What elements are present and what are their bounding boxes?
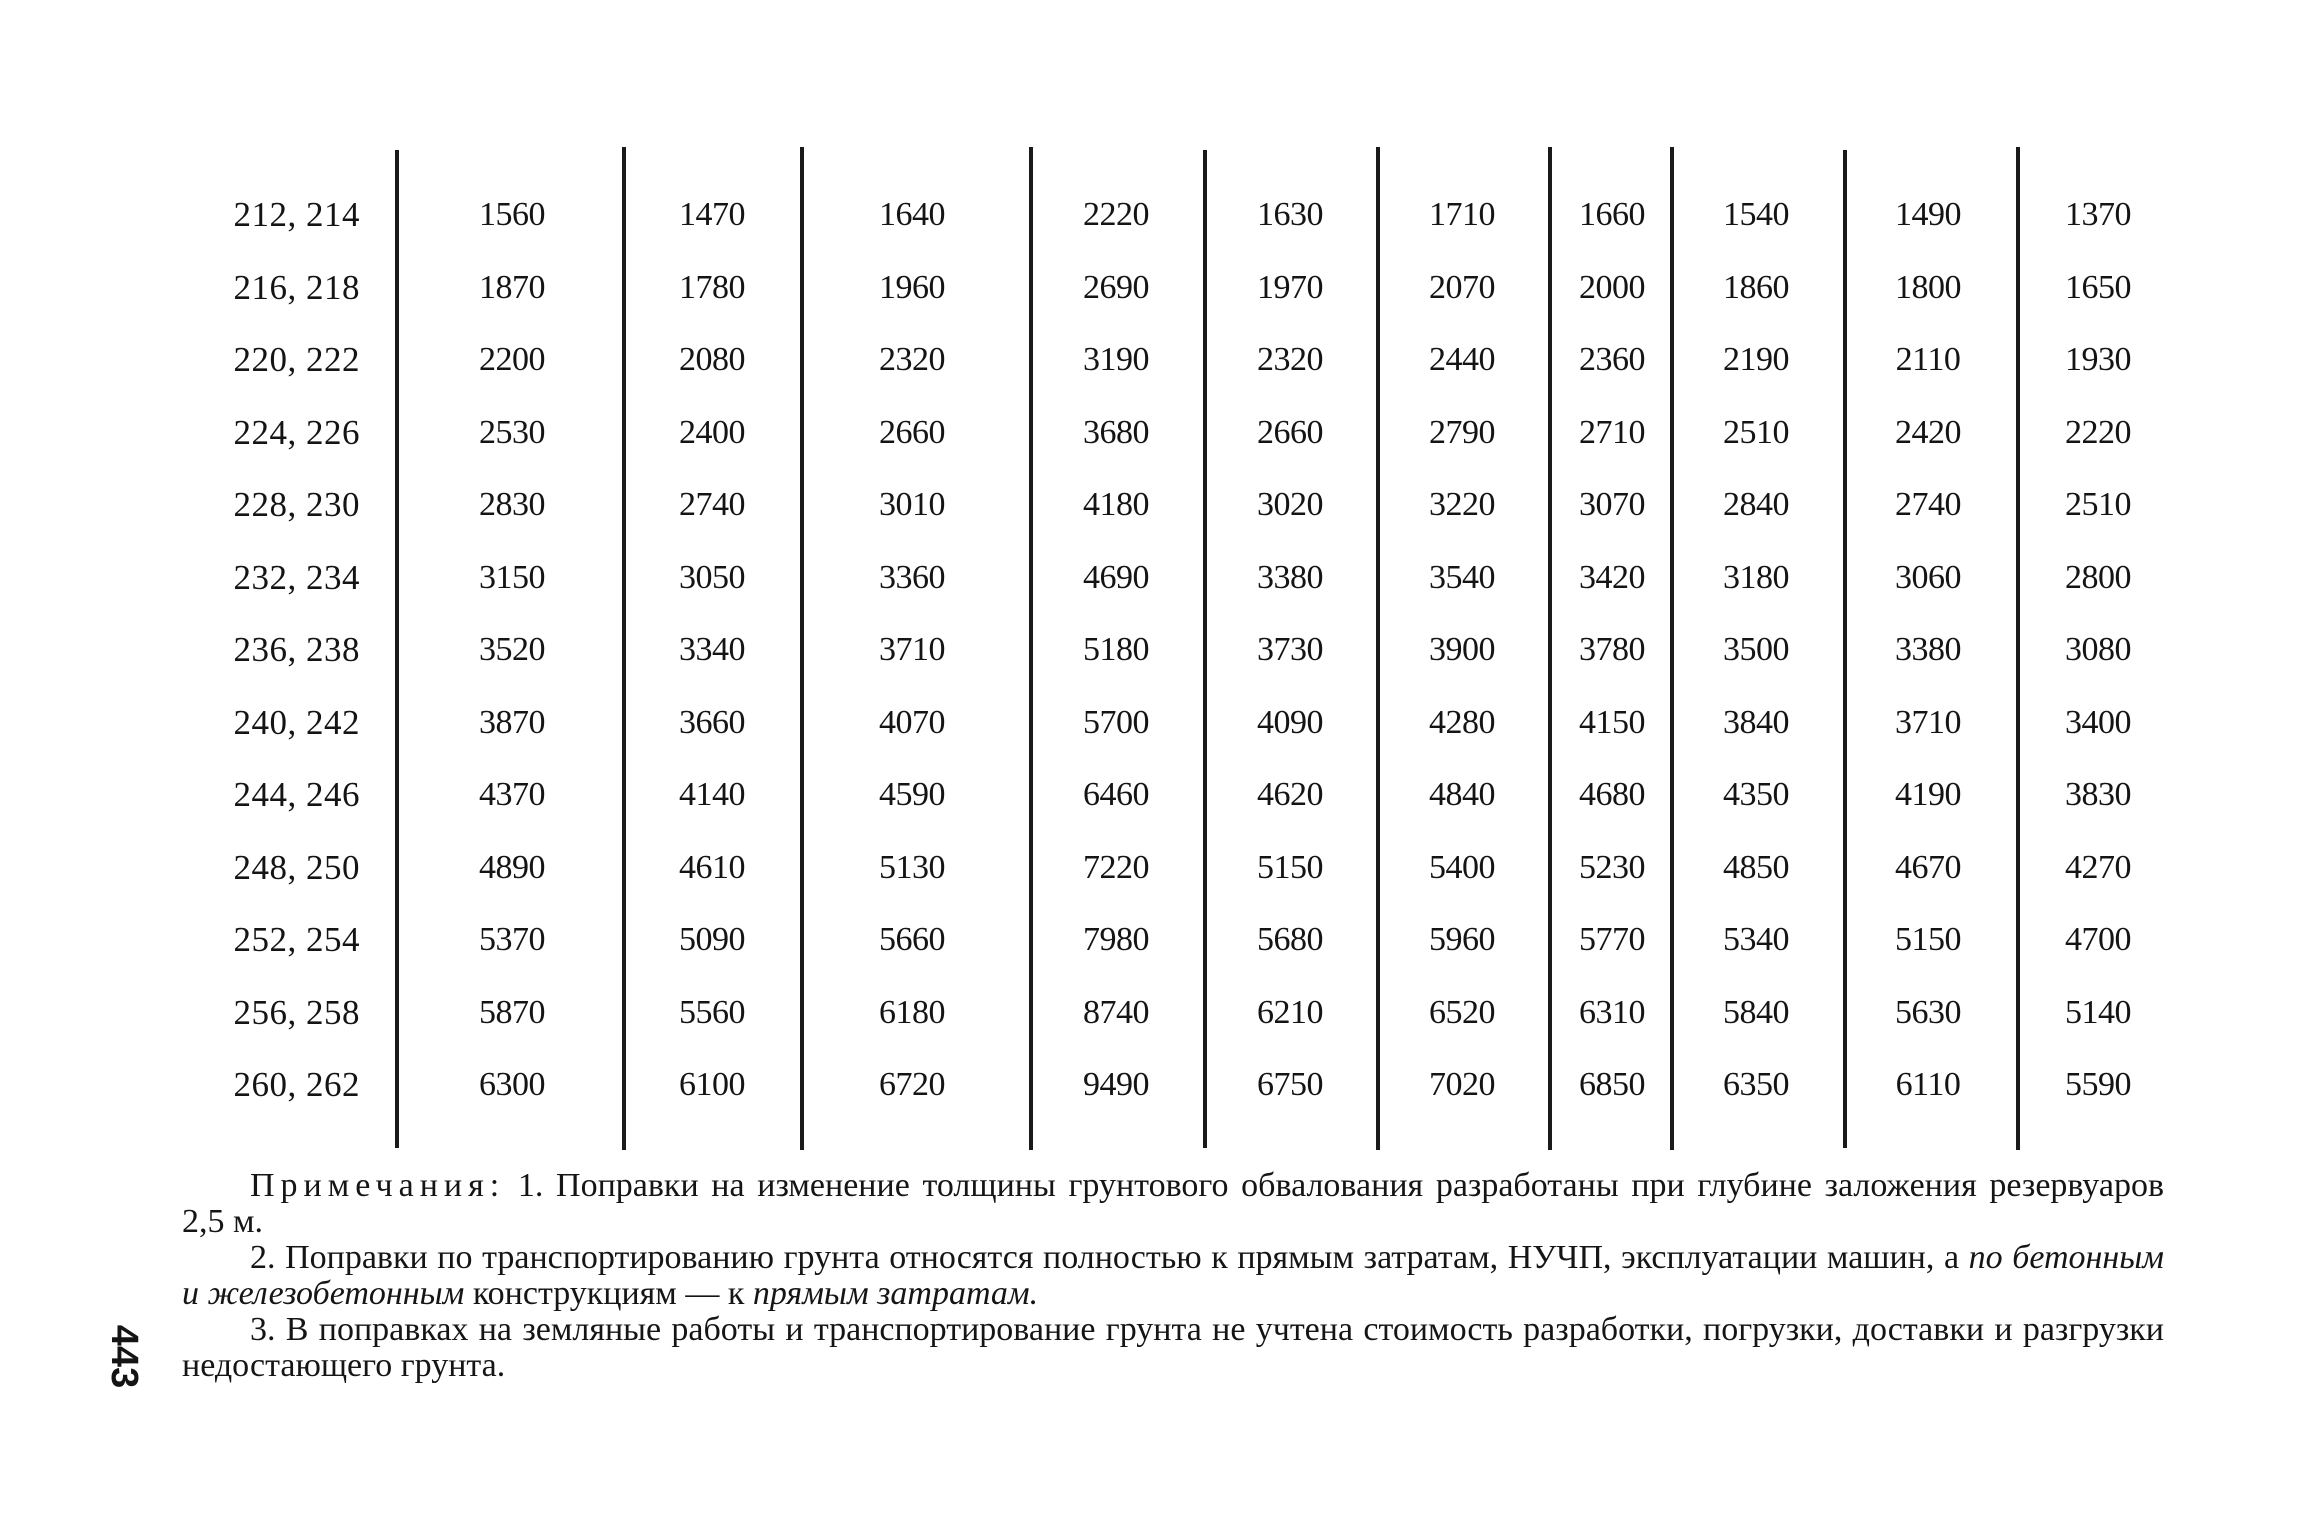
table-cell: 4700 — [2065, 921, 2131, 958]
table-cell: 2830 — [479, 486, 545, 523]
table-cell: 1800 — [1895, 268, 1961, 306]
notes-section — [182, 1168, 2164, 1384]
table-cell: 1470 — [679, 196, 745, 233]
table-cell: 5150 — [1257, 848, 1323, 886]
column-rule — [1376, 147, 1380, 1150]
table-cell: 3840 — [1723, 703, 1789, 741]
table-cell: 3520 — [479, 631, 545, 668]
table-cell: 1710 — [1429, 196, 1495, 233]
row-label: 212, 214 — [233, 195, 360, 234]
table-cell: 2510 — [1723, 413, 1789, 451]
table-cell: 4590 — [879, 776, 945, 813]
column-rule — [1029, 147, 1033, 1150]
table-cell: 5630 — [1895, 993, 1961, 1031]
table-cell: 3380 — [1257, 558, 1323, 596]
table-cell: 6110 — [1895, 1066, 1961, 1103]
table-cell: 1860 — [1723, 268, 1789, 306]
row-label: 252, 254 — [233, 920, 360, 959]
table-cell: 6720 — [879, 1066, 945, 1103]
table-cell: 1870 — [479, 268, 545, 306]
row-label: 256, 258 — [233, 992, 360, 1032]
table-cell: 4180 — [1083, 486, 1149, 523]
table-cell: 5680 — [1257, 921, 1323, 958]
table-cell: 5840 — [1723, 993, 1789, 1031]
table-cell: 4280 — [1429, 703, 1495, 741]
table-cell: 1640 — [879, 196, 945, 233]
table-cell: 2690 — [1083, 268, 1149, 306]
table-cell: 3360 — [879, 558, 945, 596]
table-cell: 6210 — [1257, 993, 1323, 1031]
table-cell: 5370 — [479, 921, 545, 958]
table-cell: 5090 — [679, 921, 745, 958]
table-cell: 2400 — [679, 413, 745, 451]
column-rule — [1843, 150, 1847, 1148]
table-cell: 3020 — [1257, 486, 1323, 523]
table-cell: 3400 — [2065, 703, 2131, 741]
table-cell: 2320 — [879, 341, 945, 378]
table-cell: 2190 — [1723, 341, 1789, 378]
table-cell: 1930 — [2065, 341, 2131, 378]
table-cell: 4850 — [1723, 848, 1789, 886]
table-cell: 5700 — [1083, 703, 1149, 741]
row-label: 236, 238 — [233, 630, 360, 669]
table-cell: 2710 — [1579, 413, 1645, 451]
column-rule — [622, 147, 626, 1150]
table-cell: 3730 — [1257, 631, 1323, 668]
note-2 — [182, 1240, 2164, 1312]
table-cell: 5230 — [1579, 848, 1645, 886]
table-cell: 2420 — [1895, 413, 1961, 451]
row-label: 220, 222 — [233, 340, 360, 379]
table-cell: 2200 — [479, 341, 545, 378]
table-cell: 4690 — [1083, 558, 1149, 596]
table-cell: 4070 — [879, 703, 945, 741]
table-cell: 2080 — [679, 341, 745, 378]
table-cell: 2440 — [1429, 341, 1495, 378]
table-cell: 4670 — [1895, 848, 1961, 886]
row-label: 228, 230 — [233, 485, 360, 524]
table-cell: 3900 — [1429, 631, 1495, 668]
table-cell: 4270 — [2065, 848, 2131, 886]
table-cell: 2360 — [1579, 341, 1645, 378]
table-cell: 2220 — [2065, 413, 2131, 451]
table-cell: 3830 — [2065, 776, 2131, 813]
note-1 — [182, 1168, 2164, 1240]
table-cell: 2000 — [1579, 268, 1645, 306]
table-cell: 4890 — [479, 848, 545, 886]
table-cell: 7220 — [1083, 848, 1149, 886]
table-cell: 3540 — [1429, 558, 1495, 596]
table-cell: 4680 — [1579, 776, 1645, 813]
table-cell: 4350 — [1723, 776, 1789, 813]
table-cell: 3420 — [1579, 558, 1645, 596]
table-cell: 5960 — [1429, 921, 1495, 958]
note-3: 3. В поправках на земляные работы и транспортирование грунта не учтена стоимость разработки, погрузки, доставки и разгрузки недостающего грунта. — [182, 1311, 2164, 1384]
table-cell: 5140 — [2065, 993, 2131, 1031]
table-cell: 7980 — [1083, 921, 1149, 958]
table-cell: 2660 — [879, 413, 945, 451]
row-label: 240, 242 — [233, 702, 360, 742]
table-cell: 6100 — [679, 1066, 745, 1103]
table-cell: 4610 — [679, 848, 745, 886]
note-2-italic-2: прямым затратам. — [752, 1275, 1039, 1312]
table-cell: 3050 — [679, 558, 745, 596]
table-cell: 2110 — [1895, 341, 1961, 378]
column-rule — [1203, 150, 1207, 1148]
table-cell: 1560 — [479, 196, 545, 233]
row-label: 244, 246 — [233, 775, 360, 814]
table-cell: 4840 — [1429, 776, 1495, 813]
table-cell: 5130 — [879, 848, 945, 886]
table-cell: 2800 — [2065, 558, 2131, 596]
table-cell: 6350 — [1723, 1066, 1789, 1103]
table-cell: 1650 — [2065, 268, 2131, 306]
note-1-text: 1. Поправки на изменение толщины грунтового обвалования разработаны при глубине заложения резервуаров 2,5 м. — [182, 1167, 2164, 1240]
table-cell: 6180 — [879, 993, 945, 1031]
table-cell: 4190 — [1895, 776, 1961, 813]
table-cell: 1960 — [879, 268, 945, 306]
row-label: 224, 226 — [233, 412, 360, 452]
table-cell: 2530 — [479, 413, 545, 451]
note-2-part-a: 2. Поправки по транспортированию грунта относятся полностью к прямым затратам, НУЧП, эксплуатации машин, а — [250, 1239, 1969, 1276]
table-cell: 3710 — [879, 631, 945, 668]
table-cell: 8740 — [1083, 993, 1149, 1031]
table-cell: 2510 — [2065, 486, 2131, 523]
table-cell: 2740 — [1895, 486, 1961, 523]
table-cell: 2840 — [1723, 486, 1789, 523]
table-cell: 1370 — [2065, 196, 2131, 233]
table-cell: 7020 — [1429, 1066, 1495, 1103]
table-cell: 3010 — [879, 486, 945, 523]
table-cell: 3710 — [1895, 703, 1961, 741]
table-cell: 3660 — [679, 703, 745, 741]
table-cell: 3780 — [1579, 631, 1645, 668]
table-cell: 3190 — [1083, 341, 1149, 378]
table-cell: 2070 — [1429, 268, 1495, 306]
table-cell: 1490 — [1895, 196, 1961, 233]
table-cell: 4620 — [1257, 776, 1323, 813]
table-cell: 5340 — [1723, 921, 1789, 958]
table-cell: 1780 — [679, 268, 745, 306]
table-cell: 1540 — [1723, 196, 1789, 233]
table-cell: 2220 — [1083, 196, 1149, 233]
table-cell: 4370 — [479, 776, 545, 813]
column-rule — [2016, 147, 2020, 1150]
table-cell: 9490 — [1083, 1066, 1149, 1103]
row-label: 216, 218 — [233, 267, 360, 307]
table-cell: 3180 — [1723, 558, 1789, 596]
table-cell: 5770 — [1579, 921, 1645, 958]
table-cell: 6310 — [1579, 993, 1645, 1031]
table-cell: 5590 — [2065, 1066, 2131, 1103]
table-cell: 2790 — [1429, 413, 1495, 451]
table-cell: 3500 — [1723, 631, 1789, 668]
table-cell: 4090 — [1257, 703, 1323, 741]
table-cell: 6750 — [1257, 1066, 1323, 1103]
table-cell: 6460 — [1083, 776, 1149, 813]
table-cell: 2740 — [679, 486, 745, 523]
table-cell: 1630 — [1257, 196, 1323, 233]
table-cell: 3680 — [1083, 413, 1149, 451]
table-cell: 3220 — [1429, 486, 1495, 523]
table-cell: 6850 — [1579, 1066, 1645, 1103]
table-cell: 4150 — [1579, 703, 1645, 741]
row-label: 248, 250 — [233, 847, 360, 887]
table-cell: 3380 — [1895, 631, 1961, 668]
note-2-part-b: конструкциям — к — [464, 1275, 753, 1312]
note-2-italic-1: по бетонным и железобетонным — [182, 1239, 2164, 1312]
table-cell: 5400 — [1429, 848, 1495, 886]
table-cell: 1660 — [1579, 196, 1645, 233]
column-rule — [800, 147, 804, 1150]
table-cell: 5560 — [679, 993, 745, 1031]
table-cell: 6300 — [479, 1066, 545, 1103]
table-cell: 2320 — [1257, 341, 1323, 378]
row-label: 260, 262 — [233, 1065, 360, 1104]
table-cell: 2660 — [1257, 413, 1323, 451]
page-number: 443 — [103, 1324, 146, 1389]
table-cell: 5870 — [479, 993, 545, 1031]
table-cell: 3340 — [679, 631, 745, 668]
table-cell: 4140 — [679, 776, 745, 813]
row-label: 232, 234 — [233, 557, 360, 597]
table-cell: 3870 — [479, 703, 545, 741]
table-cell: 3080 — [2065, 631, 2131, 668]
notes-heading: Примечания: — [250, 1167, 506, 1204]
table-cell: 6520 — [1429, 993, 1495, 1031]
table-cell: 3060 — [1895, 558, 1961, 596]
table-cell: 5150 — [1895, 921, 1961, 958]
table-cell: 5660 — [879, 921, 945, 958]
column-rule — [395, 150, 399, 1148]
table-cell: 3070 — [1579, 486, 1645, 523]
table-cell: 1970 — [1257, 268, 1323, 306]
table-cell: 3150 — [479, 558, 545, 596]
table-cell: 5180 — [1083, 631, 1149, 668]
